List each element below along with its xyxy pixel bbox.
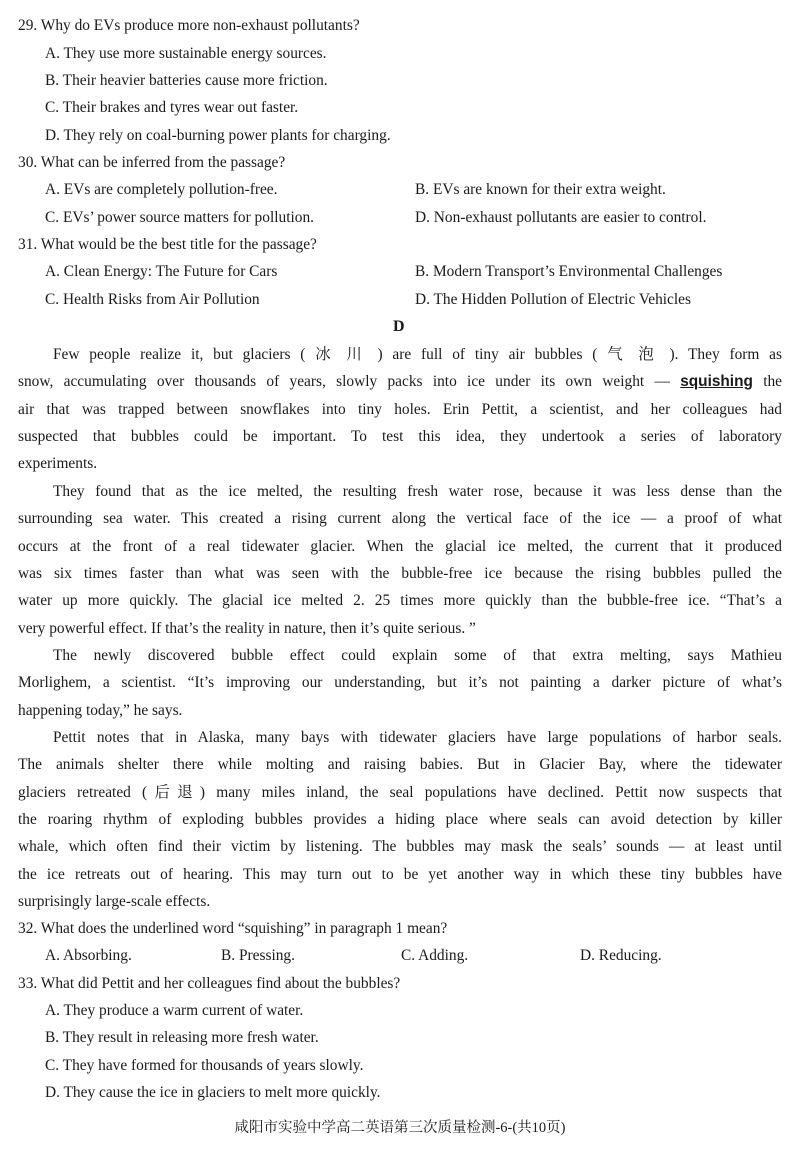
passage-p3-line: Morlighem, a scientist. “It’s improving our understanding, but it’s not painting a darker picture of what’s — [18, 674, 782, 691]
question-30-option-b: B. EVs are known for their extra weight. — [415, 181, 666, 198]
passage-p1-line-with-underline — [18, 372, 782, 392]
question-30-stem: 30. What can be inferred from the passage? — [18, 154, 286, 171]
passage-p3-line: The newly discovered bubble effect could explain some of that extra melting, says Mathieu — [53, 647, 782, 664]
passage-text: snow, accumulating over thousands of years, slowly packs into ice under its own weight — — [18, 373, 681, 390]
question-31-option-a: A. Clean Energy: The Future for Cars — [45, 263, 278, 280]
question-31-stem: 31. What would be the best title for the passage? — [18, 236, 317, 253]
question-30-option-a: A. EVs are completely pollution-free. — [45, 181, 278, 198]
passage-p2-line: very powerful effect. If that’s the reality in nature, then it’s quite serious. ” — [18, 620, 476, 637]
question-29-option-d: D. They rely on coal-burning power plants for charging. — [45, 127, 391, 144]
question-29-option-c: C. Their brakes and tyres wear out faster. — [45, 99, 299, 116]
passage-p4-line: whale, which often find their victim by listening. The bubbles may mask the seals’ sounds — at least until — [18, 838, 782, 855]
passage-p1-line: suspected that bubbles could be important. To test this idea, they undertook a series of laboratory — [18, 428, 782, 445]
page-footer: 咸阳市实验中学高二英语第三次质量检测-6-(共10页) — [234, 1120, 566, 1136]
passage-p1-line: Few people realize it, but glaciers ( 冰 川 ) are full of tiny air bubbles ( 气 泡 ). They form as — [53, 346, 782, 363]
passage-p2-line: water up more quickly. The glacial ice melted 2. 25 times more quickly than the bubble-free ice. “That’s a — [18, 592, 782, 609]
question-33-stem: 33. What did Pettit and her colleagues find about the bubbles? — [18, 975, 401, 992]
question-29-option-a: A. They use more sustainable energy sources. — [45, 45, 327, 62]
question-32-option-a: A. Absorbing. — [45, 947, 132, 964]
passage-p1-line: air that was trapped between snowflakes into tiny holes. Erin Pettit, a scientist, and her colleagues had — [18, 401, 782, 418]
passage-p4-line: The animals shelter there while molting and raising babies. But in Glacier Bay, where the tidewater — [18, 756, 782, 773]
question-32-option-b: B. Pressing. — [221, 947, 295, 964]
passage-p3-line: happening today,” he says. — [18, 702, 183, 719]
question-33-option-a: A. They produce a warm current of water. — [45, 1002, 304, 1019]
question-32-option-c: C. Adding. — [401, 947, 469, 964]
section-heading-d: D — [393, 318, 405, 335]
passage-p4-line: surprisingly large-scale effects. — [18, 893, 211, 910]
question-31-option-b: B. Modern Transport’s Environmental Challenges — [415, 263, 723, 280]
question-29-stem: 29. Why do EVs produce more non-exhaust pollutants? — [18, 17, 360, 34]
question-32-stem: 32. What does the underlined word “squishing” in paragraph 1 mean? — [18, 920, 448, 937]
question-31-option-c: C. Health Risks from Air Pollution — [45, 291, 260, 308]
passage-p2-line: was six times faster than what was seen with the bubble-free ice because the rising bubbles pulled the — [18, 565, 782, 582]
underlined-word-squishing: squishing — [680, 373, 753, 390]
passage-p4-line: Pettit notes that in Alaska, many bays with tidewater glaciers have large populations of harbor seals. — [53, 729, 782, 746]
question-31-option-d: D. The Hidden Pollution of Electric Vehicles — [415, 291, 691, 308]
question-33-option-b: B. They result in releasing more fresh water. — [45, 1029, 319, 1046]
passage-p2-line: surrounding sea water. This created a rising current along the vertical face of the ice — a proof of what — [18, 510, 782, 527]
passage-p4-line: the ice retreats out of hearing. This may turn out to be yet another way in which these tiny bubbles have — [18, 866, 782, 883]
passage-p4-line: the roaring rhythm of exploding bubbles provides a hiding place where seals can avoid detection by killer — [18, 811, 782, 828]
question-30-option-c: C. EVs’ power source matters for pollution. — [45, 209, 314, 226]
passage-p2-line: occurs at the front of a real tidewater glacier. When the glacial ice melted, the current that it produced — [18, 538, 782, 555]
question-33-option-d: D. They cause the ice in glaciers to melt more quickly. — [45, 1084, 381, 1101]
question-33-option-c: C. They have formed for thousands of years slowly. — [45, 1057, 364, 1074]
question-32-option-d: D. Reducing. — [580, 947, 662, 964]
question-30-option-d: D. Non-exhaust pollutants are easier to control. — [415, 209, 707, 226]
passage-text: the — [752, 373, 782, 390]
passage-p2-line: They found that as the ice melted, the resulting fresh water rose, because it was less dense than the — [53, 483, 782, 500]
passage-p1-line: experiments. — [18, 455, 98, 472]
passage-p4-line: glaciers retreated (后退) many miles inland, the seal populations have declined. Pettit now suspects that — [18, 784, 782, 801]
question-29-option-b: B. Their heavier batteries cause more friction. — [45, 72, 328, 89]
